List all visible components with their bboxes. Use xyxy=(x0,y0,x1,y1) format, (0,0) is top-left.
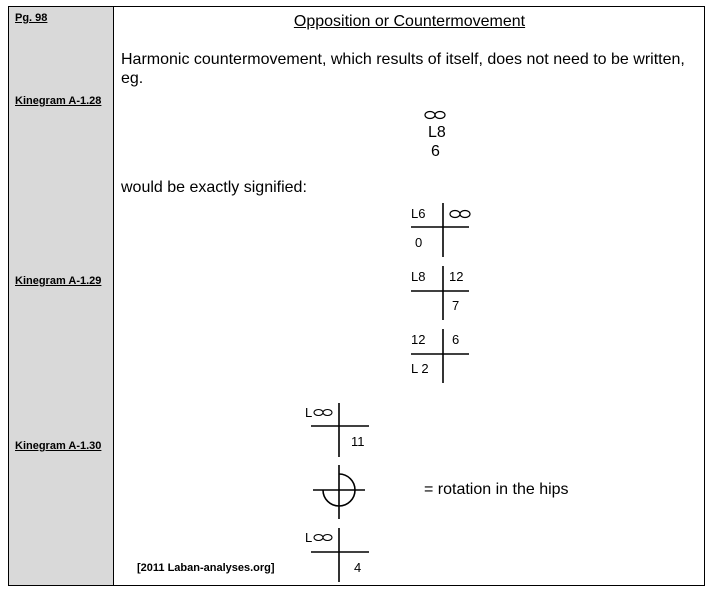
kinegram-130-1-lower-right: 11 xyxy=(351,434,365,449)
page-title: Opposition or Countermovement xyxy=(293,13,526,30)
document-frame xyxy=(8,6,705,586)
infinity-icon xyxy=(424,110,446,120)
kinegram-label: Kinegram A-1.29 xyxy=(15,275,102,287)
rotation-symbol-icon xyxy=(313,465,369,521)
kinegram-129-2-upper-right: 12 xyxy=(449,269,464,284)
kinegram-130-2-upper-left: L xyxy=(305,530,313,545)
kinegram-130-2-lower-right: 4 xyxy=(354,560,362,575)
page-reference: Pg. 98 xyxy=(15,12,48,24)
kinegram-label: Kinegram A-1.30 xyxy=(15,440,102,452)
kinegram-129-3-lower-left: L 2 xyxy=(411,361,429,376)
kinegram-129-3-upper-right: 6 xyxy=(452,332,460,347)
exact-text: would be exactly signified: xyxy=(121,179,307,196)
kinegram-129-1-upper-left: L6 xyxy=(411,206,426,221)
kinegram-130-1-upper-left: L xyxy=(305,405,313,420)
infinity-icon xyxy=(313,408,333,417)
infinity-icon xyxy=(449,209,471,219)
rotation-caption: = rotation in the hips xyxy=(424,481,569,498)
intro-paragraph: Harmonic countermovement, which results of itself, does not need to be written, eg. xyxy=(121,51,685,87)
kinegram-129-3-upper-left: 12 xyxy=(411,332,426,347)
kinegram-129-2-upper-left: L8 xyxy=(411,269,426,284)
main-content xyxy=(115,7,704,585)
reference-column xyxy=(9,7,114,585)
kinegram-label: Kinegram A-1.28 xyxy=(15,95,102,107)
footer-credit: [2011 Laban-analyses.org] xyxy=(137,562,275,574)
infinity-icon xyxy=(313,533,333,542)
kinegram-129-1-lower-left: 0 xyxy=(415,235,423,250)
kinegram-128-top: L8 xyxy=(428,124,446,141)
kinegram-129-2-lower-right: 7 xyxy=(452,298,460,313)
kinegram-128-bottom: 6 xyxy=(431,143,440,160)
